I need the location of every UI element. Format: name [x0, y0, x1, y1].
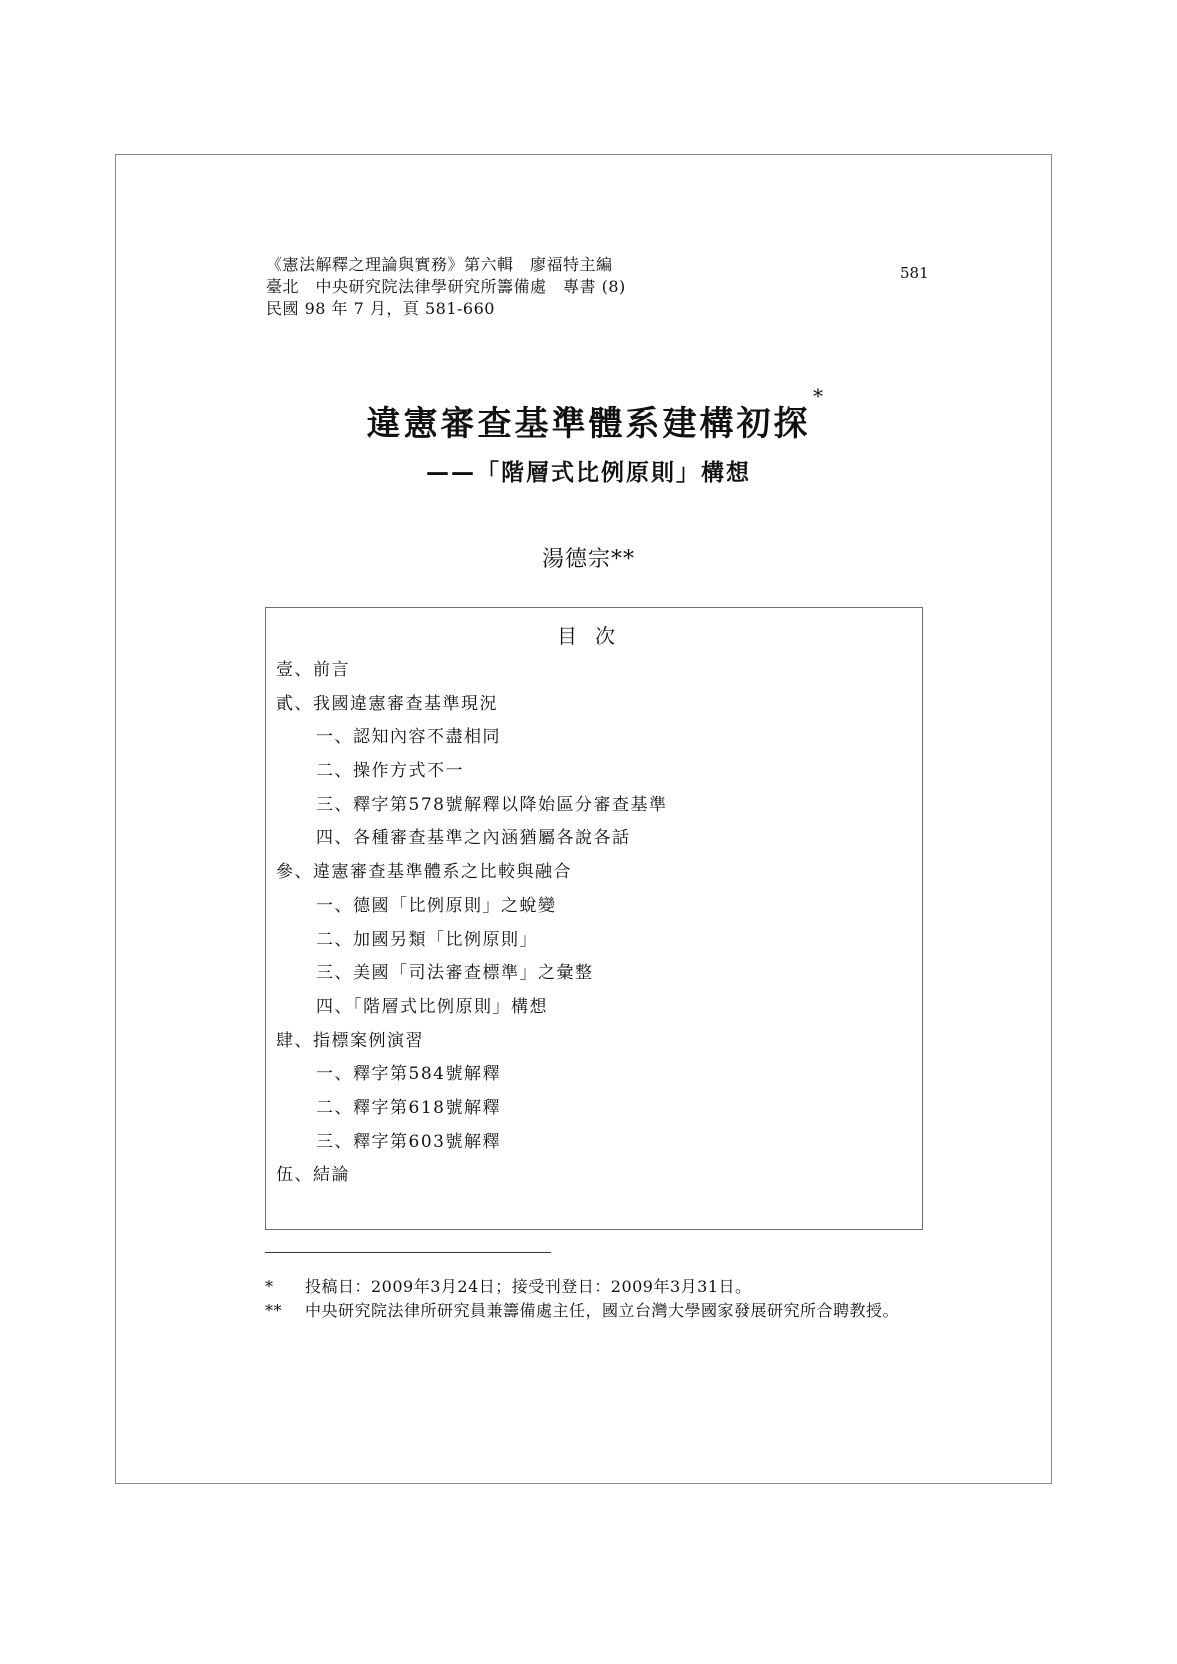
table-of-contents	[265, 607, 923, 1230]
footnote-mark: **	[265, 1301, 282, 1320]
title-footnote-mark: *	[813, 384, 823, 408]
toc-item: 四、各種審查基準之內涵猶屬各說各話	[316, 828, 631, 849]
toc-item: 一、認知內容不盡相同	[316, 727, 501, 748]
citation-line-book: 《憲法解釋之理論與實務》第六輯 廖福特主編	[266, 255, 613, 274]
toc-item: 三、美國「司法審查標準」之彙整	[316, 963, 594, 984]
citation-line-date-pages: 民國 98 年 7 月，頁 581-660	[266, 299, 495, 318]
toc-heading: 目次	[557, 624, 633, 648]
citation-header	[266, 254, 626, 320]
citation-line-publisher: 臺北 中央研究院法律學研究所籌備處 專書 (8)	[266, 277, 626, 296]
footnote-text: 投稿日：2009年3月24日；接受刊登日：2009年3月31日。	[305, 1277, 752, 1296]
toc-item: 三、釋字第578號解釋以降始區分審查基準	[316, 794, 668, 815]
toc-list	[276, 654, 667, 1193]
footnote	[265, 1275, 925, 1299]
page-number: 581	[900, 264, 929, 282]
toc-item: 一、釋字第584號解釋	[316, 1064, 501, 1085]
toc-item: 三、釋字第603號解釋	[316, 1131, 501, 1152]
author-name: 湯德宗**	[541, 547, 635, 572]
toc-item: 伍、結論	[276, 1165, 350, 1186]
toc-item: 二、操作方式不一	[316, 761, 464, 782]
footnote-divider	[265, 1252, 551, 1253]
toc-item: 壹、前言	[276, 660, 350, 680]
toc-item: 二、加國另類「比例原則」	[316, 929, 538, 950]
footnote-mark: *	[265, 1277, 274, 1296]
toc-item: 參、違憲審查基準體系之比較與融合	[276, 862, 572, 883]
article-title: 違憲審查基準體系建構初探	[366, 404, 811, 444]
toc-item: 貳、我國違憲審查基準現況	[276, 693, 498, 714]
footnotes	[265, 1275, 925, 1323]
footnote-text: 中央研究院法律所研究員兼籌備處主任，國立台灣大學國家發展研究所合聘教授。	[305, 1301, 900, 1320]
toc-item: 肆、指標案例演習	[276, 1030, 424, 1051]
toc-item: 四、「階層式比例原則」構想	[316, 996, 548, 1017]
toc-item: 二、釋字第618號解釋	[316, 1097, 501, 1118]
toc-item: 一、德國「比例原則」之蛻變	[316, 895, 557, 916]
footnote	[265, 1299, 925, 1323]
article-subtitle: ——「階層式比例原則」構想	[426, 460, 751, 486]
